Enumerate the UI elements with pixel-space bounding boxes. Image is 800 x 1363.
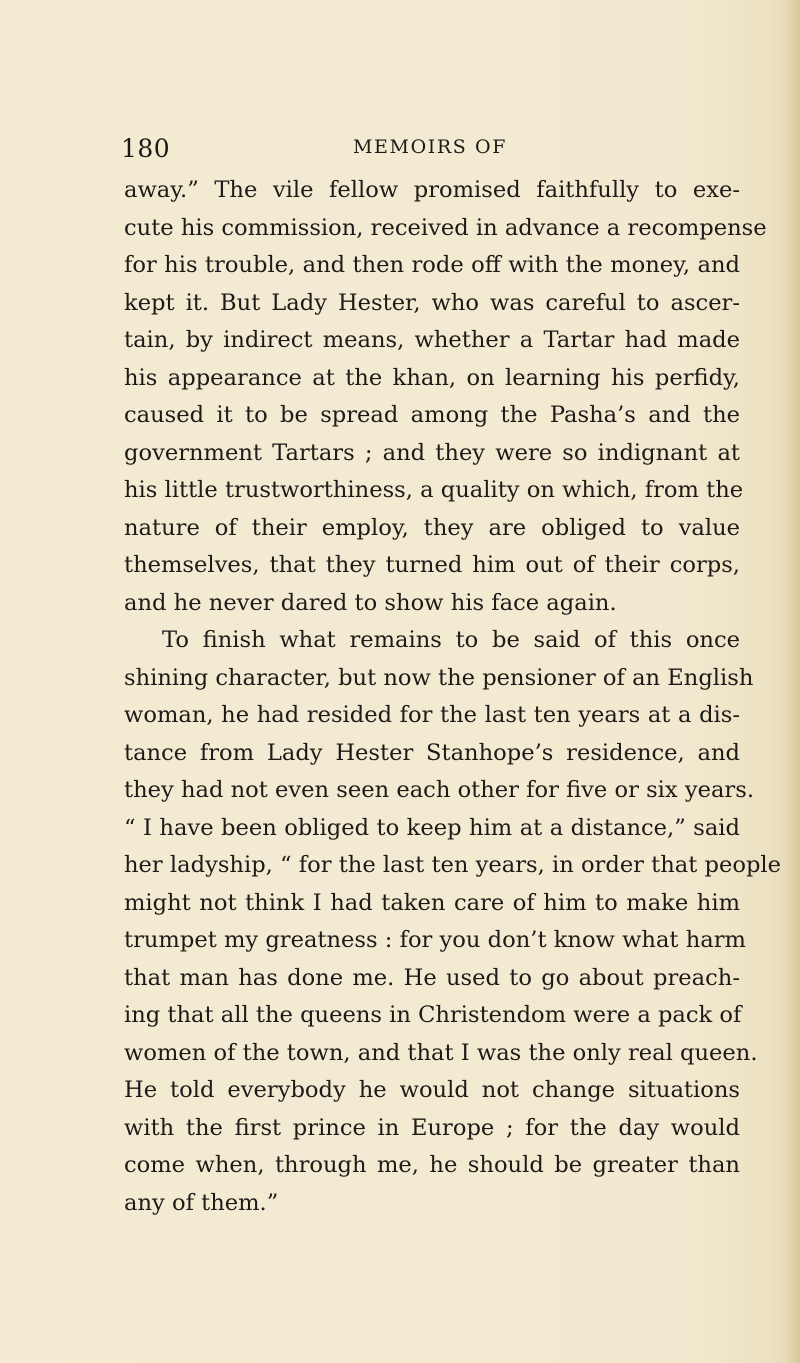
text-line: that man has done me. He used to go about preach- xyxy=(124,964,740,991)
text-line: themselves, that they turned him out of their corps, xyxy=(124,552,740,578)
text-line: kept it. But Lady Hester, who was careful to ascer- xyxy=(124,289,740,316)
text-line: away.” The vile fellow promised faithfully to exe- xyxy=(124,177,740,203)
text-line: caused it to be spread among the Pasha’s and the xyxy=(124,402,740,428)
text-line: He told everybody he would not change situations xyxy=(124,1077,740,1103)
paragraph-start-line: To finish what remains to be said of this once xyxy=(162,627,740,653)
text-line: nature of their employ, they are obliged to value xyxy=(124,514,740,541)
text-line: cute his commission, received in advance a recompense xyxy=(124,214,767,241)
text-line: trumpet my greatness : for you don’t know what harm xyxy=(124,927,746,953)
text-line: come when, through me, he should be greater than xyxy=(124,1152,740,1178)
page-number: 180 xyxy=(121,134,171,163)
text-line: her ladyship, “ for the last ten years, in order that people xyxy=(124,852,782,878)
text-line: his appearance at the khan, on learning his perfidy, xyxy=(124,364,740,391)
text-line: ing that all the queens in Christendom were a pack of xyxy=(124,1002,742,1028)
running-head: MEMOIRS OF xyxy=(353,136,507,158)
text-line: tain, by indirect means, whether a Tartar had made xyxy=(124,327,740,353)
text-line: with the first prince in Europe ; for the day would xyxy=(124,1114,740,1141)
text-line: women of the town, and that I was the only real queen. xyxy=(124,1039,758,1066)
text-line: for his trouble, and then rode off with the money, and xyxy=(124,252,740,278)
text-line: his little trustworthiness, a quality on which, from the xyxy=(124,477,744,503)
body-text xyxy=(124,172,782,1222)
paragraph-end-line: and he never dared to show his face again. xyxy=(124,589,617,616)
text-line: shining character, but now the pensioner of an English xyxy=(124,664,754,691)
page-header xyxy=(121,134,739,164)
text-line: government Tartars ; and they were so indignant at xyxy=(124,439,740,466)
text-line: woman, he had resided for the last ten years at a dis- xyxy=(124,702,740,728)
text-line: “ I have been obliged to keep him at a distance,” said xyxy=(124,814,740,841)
text-line: tance from Lady Hester Stanhope’s residence, and xyxy=(124,739,740,766)
paragraph-end-line: any of them.” xyxy=(124,1189,279,1216)
page-edge-shadow xyxy=(786,0,800,1363)
text-line: they had not even seen each other for five or six years. xyxy=(124,777,754,803)
text-line: might not think I had taken care of him to make him xyxy=(124,889,740,916)
